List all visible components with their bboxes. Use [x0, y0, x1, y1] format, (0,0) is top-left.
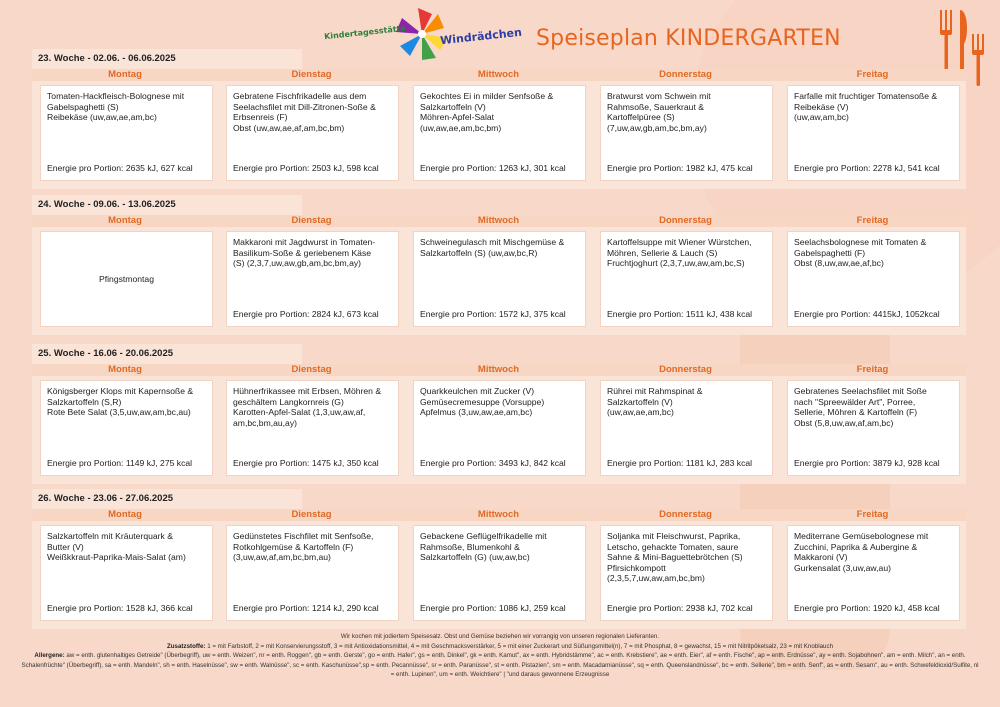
menu-text: Gebratenes Seelachsfilet mit Soße nach "Spreewälder Art", Porree, Sellerie, Möhren & Kartoffeln (F) Obst (5,8,uw,aw,af,am,bc) [794, 386, 927, 428]
footer-note-line: Wir kochen mit jodiertem Speisesalz. Obst und Gemüse beziehen wir vorrangig von unseren regionalen Lieferanten. [340, 633, 660, 640]
menu-cell [226, 380, 399, 476]
footer-additives [20, 642, 980, 652]
menu-text: Rührei mit Rahmspinat & Salzkartoffeln (V) (uw,aw,ae,am,bc) [607, 386, 703, 418]
menu-cell [787, 525, 960, 621]
energy-info: Energie pro Portion: 1263 kJ, 301 kcal [420, 163, 566, 173]
day-header-row [32, 69, 966, 81]
day-header-row [32, 509, 966, 521]
day-header-row [32, 215, 966, 227]
menu-text: Salzkartoffeln mit Kräuterquark & Butter (V) Weißkkraut-Paprika-Mais-Salat (am) [47, 531, 186, 563]
day-header-montag: Montag [108, 69, 142, 80]
logo-text-kita: Kindertagesstätte [323, 23, 407, 42]
menu-text: Farfalle mit fruchtiger Tomatensoße & Reibekäse (V) (uw,aw,am,bc) [794, 91, 938, 123]
menu-cell [600, 380, 773, 476]
day-header-dienstag: Dienstag [291, 69, 332, 80]
menu-text: Kartoffelsuppe mit Wiener Würstchen, Möhren, Sellerie & Lauch (S) Fruchtjoghurt (2,3,7,uw,aw,am,bc,S) [607, 237, 752, 269]
energy-info: Energie pro Portion: 4415kJ, 1052kcal [794, 309, 940, 319]
week-section-26 [32, 489, 966, 629]
day-header-donnerstag: Donnerstag [659, 364, 712, 375]
menu-text: Schweinegulasch mit Mischgemüse & Salzkartoffeln (S) (uw,aw,bc,R) [420, 237, 565, 258]
day-header-dienstag: Dienstag [291, 364, 332, 375]
menu-text: Gebackene Geflügelfrikadelle mit Rahmsoße, Blumenkohl & Salzkartoffeln (G) (uw,aw,bc) [420, 531, 547, 563]
additives-label: Zusatzstoffe: [166, 642, 206, 650]
menu-text: Gebratene Fischfrikadelle aus dem Seelachsfilet mit Dill-Zitronen-Soße & Erbsenreis (F) Obst (uw,aw,ae,af,am,bc,bm) [233, 91, 376, 133]
energy-info: Energie pro Portion: 3493 kJ, 842 kcal [420, 458, 566, 468]
day-header-mittwoch: Mittwoch [477, 215, 520, 226]
menu-cell [413, 380, 586, 476]
day-header-freitag: Freitag [856, 509, 889, 520]
allergens-label: Allergene: [34, 652, 65, 660]
week-label: 24. Woche - 09.06. - 13.06.2025 [32, 195, 302, 215]
day-header-dienstag: Dienstag [291, 509, 332, 520]
footer-allergens [20, 651, 980, 680]
menu-cell [600, 231, 773, 327]
week-grid [32, 69, 966, 189]
page-title: Speiseplan KINDERGARTEN [536, 26, 841, 51]
menu-text: Gekochtes Ei in milder Senfsoße & Salzkartoffeln (V) Möhren-Apfel-Salat (uw,aw,ae,am,bc,bm) [420, 91, 554, 133]
week-label: 25. Woche - 16.06 - 20.06.2025 [32, 344, 302, 364]
menu-text: Quarkkeulchen mit Zucker (V) Gemüsecremesuppe (Vorsuppe) Apfelmus (3,uw,aw,ae,am,bc) [420, 386, 545, 418]
menu-cell [226, 231, 399, 327]
menu-cell [413, 231, 586, 327]
week-grid [32, 364, 966, 484]
week-label: 23. Woche - 02.06. - 06.06.2025 [32, 49, 302, 69]
day-header-freitag: Freitag [856, 215, 889, 226]
menu-cell [600, 525, 773, 621]
energy-info: Energie pro Portion: 1511 kJ, 438 kcal [607, 309, 753, 319]
day-header-freitag: Freitag [856, 69, 889, 80]
day-header-row [32, 364, 966, 376]
holiday-text: Pfingstmontag [99, 273, 154, 284]
menu-text: Königsberger Klops mit Kapernsoße & Salzkartoffeln (S,R) Rote Bete Salat (3,5,uw,aw,am,bc,au) [47, 386, 194, 418]
allergens-text: aw = enth. glutenhaltiges Getreide" (Überbegriff), uw = enth. Weizen", nr = enth. Roggen", gb = enth. Gerste", go = enth. Hafer", gs = enth. Dinkel", gk = enth. Kamut", ax = enth. Hybridstämme", ac = enth. Krebstiere", ae = enth. Eier", af = enth. Fische", ap = enth. Erdnüsse", ay = enth. Sojabohnen", am = enth. Milch", an = enth. Schalenfrüchte" (Überbegriff), sa = enth. Mandeln", sh = enth. Haselnüsse", sw = enth. Walnüsse", sc = enth. Kaschunüsse",sp = enth. Pecannüsse", sr = enth. Paranüsse", st = enth. Pistazien", sm = enth. Macadamianüsse", sq = enth. Queenslandnüsse", bc = enth. Sellerie", bm = enth. Senf", as = enth. Sesam", au = enth. Schwefeldioxid/Sulfite, nl = enth. Lupinen", um = enth. Weichtiere" | "und daraus gewonnene Erzeugnisse [21, 652, 979, 679]
energy-info: Energie pro Portion: 2635 kJ, 627 kcal [47, 163, 193, 173]
logo-text-name: Windrädchen [439, 25, 523, 48]
menu-cell [226, 525, 399, 621]
day-header-dienstag: Dienstag [291, 215, 332, 226]
day-header-mittwoch: Mittwoch [477, 69, 520, 80]
energy-info: Energie pro Portion: 2824 kJ, 673 kcal [233, 309, 379, 319]
day-header-donnerstag: Donnerstag [659, 215, 712, 226]
menu-cell [226, 85, 399, 181]
menu-cell [787, 85, 960, 181]
menu-text: Makkaroni mit Jagdwurst in Tomaten- Basilikum-Soße & geriebenem Käse (S) (2,3,7,uw,aw,gb,am,bc,bm,ay) [233, 237, 376, 269]
energy-info: Energie pro Portion: 2503 kJ, 598 kcal [233, 163, 379, 173]
menu-cell [413, 525, 586, 621]
energy-info: Energie pro Portion: 1982 kJ, 475 kcal [607, 163, 753, 173]
energy-info: Energie pro Portion: 1475 kJ, 350 kcal [233, 458, 379, 468]
menu-cell [40, 525, 213, 621]
day-header-mittwoch: Mittwoch [477, 509, 520, 520]
week-section-24 [32, 195, 966, 335]
menu-text: Gedünstetes Fischfilet mit Senfsoße, Rotkohlgemüse & Kartoffeln (F) (3,uw,aw,af,am,bc,bm,au) [233, 531, 374, 563]
energy-info: Energie pro Portion: 1920 kJ, 458 kcal [794, 603, 940, 613]
additives-text: 1 = mit Farbstoff, 2 = mit Konservierungsstoff, 3 = mit Antioxidationsmittel, 4 = mit Geschmacksverstärker, 5 = mit einer Zuckerart und Süßungsmittel(n), 7 = mit Phosphat, 8 = gewachst, 15 = mit Nitritpökelsalz, 23 = mit Knoblauch [205, 642, 834, 650]
energy-info: Energie pro Portion: 1181 kJ, 283 kcal [607, 458, 753, 468]
day-header-montag: Montag [108, 509, 142, 520]
energy-info: Energie pro Portion: 1572 kJ, 375 kcal [420, 309, 566, 319]
energy-info: Energie pro Portion: 1149 kJ, 275 kcal [47, 458, 193, 468]
menu-text: Hühnerfrikassee mit Erbsen, Möhren & geschältem Langkornreis (G) Karotten-Apfel-Salat (1,3,uw,aw,af, am,bc,bm,au,ay) [233, 386, 382, 428]
day-header-montag: Montag [108, 364, 142, 375]
menu-cell-holiday [40, 231, 213, 327]
day-header-montag: Montag [108, 215, 142, 226]
day-header-donnerstag: Donnerstag [659, 69, 712, 80]
menu-text: Mediterrane Gemüsebolognese mit Zucchini, Paprika & Aubergine & Makkaroni (V) Gurkensalat (3,uw,aw,au) [794, 531, 929, 573]
menu-text: Soljanka mit Fleischwurst, Paprika, Letscho, gehackte Tomaten, saure Sahne & Mini-Baguettebrötchen (S) Pfirsichkompott (2,3,5,7,uw,aw,am,bc,bm) [607, 531, 743, 584]
week-grid [32, 509, 966, 629]
energy-info: Energie pro Portion: 2938 kJ, 702 kcal [607, 603, 753, 613]
energy-info: Energie pro Portion: 1214 kJ, 290 kcal [233, 603, 379, 613]
menu-cell [40, 85, 213, 181]
menu-cell [40, 380, 213, 476]
menu-text: Seelachsbolognese mit Tomaten & Gabelspaghetti (F) Obst (8,uw,aw,ae,af,bc) [794, 237, 927, 269]
day-header-donnerstag: Donnerstag [659, 509, 712, 520]
menu-text: Tomaten-Hackfleisch-Bolognese mit Gabelspaghetti (S) Reibekäse (uw,aw,ae,am,bc) [47, 91, 185, 123]
menu-cell [787, 231, 960, 327]
menu-text: Bratwurst vom Schwein mit Rahmsoße, Sauerkraut & Kartoffelpüree (S) (7,uw,aw,gb,am,bc,bm,ay) [607, 91, 711, 133]
menu-cell [413, 85, 586, 181]
energy-info: Energie pro Portion: 3879 kJ, 928 kcal [794, 458, 940, 468]
week-section-23 [32, 49, 966, 189]
week-grid [32, 215, 966, 335]
energy-info: Energie pro Portion: 1528 kJ, 366 kcal [47, 603, 193, 613]
energy-info: Energie pro Portion: 1086 kJ, 259 kcal [420, 603, 566, 613]
footer-notes [20, 632, 980, 680]
week-label: 26. Woche - 23.06 - 27.06.2025 [32, 489, 302, 509]
menu-cell [787, 380, 960, 476]
week-section-25 [32, 344, 966, 484]
energy-info: Energie pro Portion: 2278 kJ, 541 kcal [794, 163, 940, 173]
menu-cell [600, 85, 773, 181]
day-header-freitag: Freitag [856, 364, 889, 375]
day-header-mittwoch: Mittwoch [477, 364, 520, 375]
